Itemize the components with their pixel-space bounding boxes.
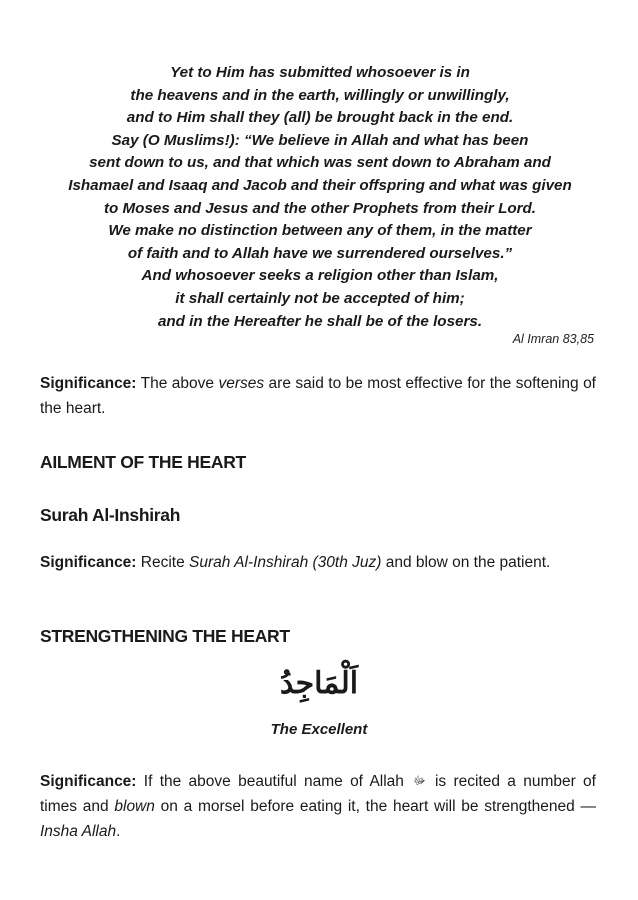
verse-line: it shall certainly not be accepted of him; [175,289,465,307]
arabic-name-of-allah: اَلْمَاجِدُ [279,666,359,701]
significance-paragraph-surah [40,550,596,575]
verse-line: and in the Hereafter he shall be of the losers. [157,312,483,330]
verse-line: sent down to us, and that which was sent down to Abraham and [89,154,551,172]
verse-citation: Al Imran 83,85 [512,332,594,346]
significance-label: Significance: [40,773,137,790]
significance-label: Significance: [40,375,137,392]
paragraph-italic-text: blown [114,798,155,815]
verse-line: We make no distinction between any of them, in the matter [108,222,532,240]
significance-paragraph-name [40,768,596,844]
paragraph-text: on a morsel before eating it, the heart will be strengthened — [154,798,596,815]
verse-line: of faith and to Allah have we surrendered ourselves.” [127,244,513,262]
section-heading-strengthening: STRENGTHENING THE HEART [40,626,290,646]
verse-line: the heavens and in the earth, willingly or unwillingly, [130,86,510,104]
paragraph-text: and blow on the patient. [381,554,551,571]
significance-paragraph-verses [40,371,596,421]
paragraph-text: If the above beautiful name of Allah [136,773,412,790]
arabic-translation-caption: The Excellent [270,721,368,738]
verse-line: And whosoever seeks a religion other than Islam, [141,267,499,285]
subheading-surah: Surah Al-Inshirah [40,505,181,525]
paragraph-italic-text: Insha Allah [40,823,117,840]
paragraph-text: . [116,823,121,840]
paragraph-text: are said to be most effective for the softening of the heart. [40,375,596,417]
honorific-glyph: ﷻ [413,774,426,787]
verse-line: Yet to Him has submitted whosoever is in [170,64,470,81]
paragraph-text: The above [136,375,219,392]
paragraph-text: is recited a number of times and [40,773,596,815]
significance-label: Significance: [40,554,137,571]
paragraph-italic-text: verses [218,375,265,392]
verse-line: and to Him shall they (all) be brought back in the end. [126,109,514,127]
verse-line: to Moses and Jesus and the other Prophets from their Lord. [103,199,537,217]
paragraph-text: Recite [136,554,190,571]
section-heading-ailment: AILMENT OF THE HEART [40,452,246,472]
verse-line: Say (O Muslims!): “We believe in Allah and what has been [111,131,529,149]
verse-line: Ishamael and Isaaq and Jacob and their offspring and what was given [68,176,572,194]
quran-verse-block [30,62,610,333]
paragraph-italic-text: Surah Al-Inshirah (30th Juz) [189,554,382,571]
